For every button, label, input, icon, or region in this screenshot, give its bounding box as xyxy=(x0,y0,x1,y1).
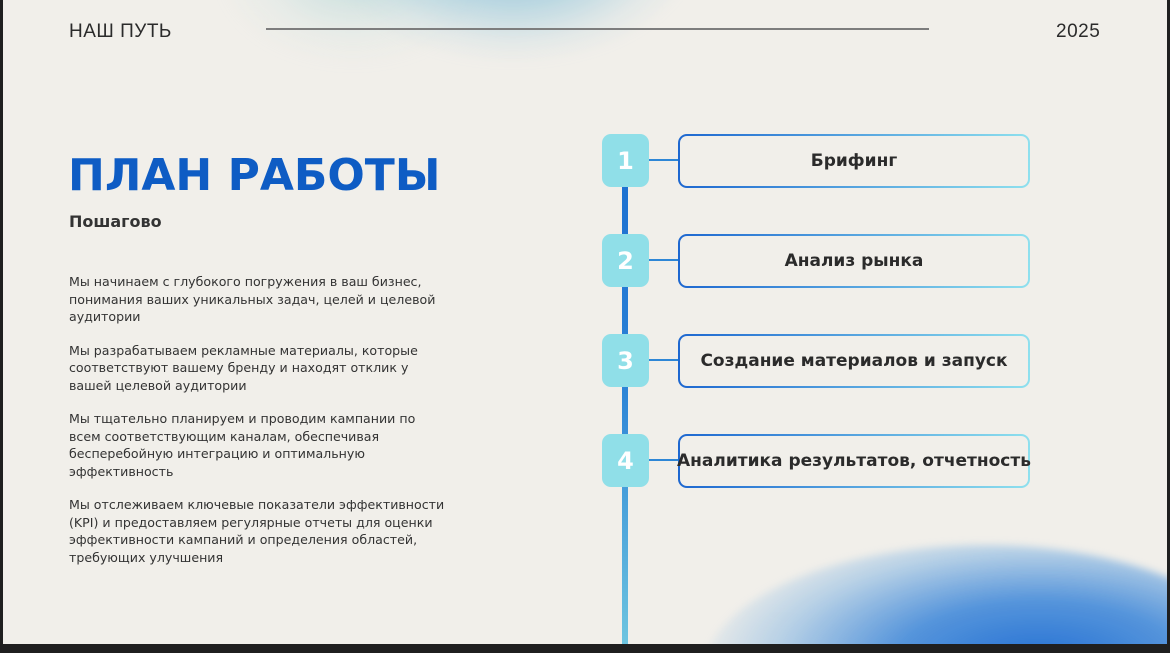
timeline-step-1 xyxy=(602,134,1030,188)
page-subtitle: Пошагово xyxy=(69,212,162,231)
brand-label: НАШ ПУТЬ xyxy=(69,21,172,42)
year-label: 2025 xyxy=(1056,21,1101,42)
timeline-step-3 xyxy=(602,334,1030,388)
timeline-step-4 xyxy=(602,434,1030,488)
step-connector xyxy=(649,359,678,361)
description-paragraph: Мы отслеживаем ключевые показатели эффективности (KPI) и предоставляем регулярные отчеты для оценки эффективности кампаний и определения областей, требующих улучшения xyxy=(69,497,445,565)
step-number-badge: 1 xyxy=(602,134,649,187)
step-label: Аналитика результатов, отчетность xyxy=(678,434,1030,488)
step-number-badge: 3 xyxy=(602,334,649,387)
step-label: Создание материалов и запуск xyxy=(678,334,1030,388)
step-connector xyxy=(649,259,678,261)
slide xyxy=(3,0,1167,644)
description-paragraph: Мы разрабатываем рекламные материалы, которые соответствуют вашему бренду и находят отклик у вашей целевой аудитории xyxy=(69,342,418,393)
description-paragraphs xyxy=(69,273,449,582)
timeline-line xyxy=(622,160,628,644)
step-label: Анализ рынка xyxy=(678,234,1030,288)
step-number-badge: 2 xyxy=(602,234,649,287)
timeline-step-2 xyxy=(602,234,1030,288)
header-divider xyxy=(266,28,929,30)
step-label: Брифинг xyxy=(678,134,1030,188)
description-paragraph: Мы начинаем с глубокого погружения в ваш бизнес, понимания ваших уникальных задач, целей и целевой аудитории xyxy=(69,274,436,324)
step-connector xyxy=(649,159,678,161)
page-title: ПЛАН РАБОТЫ xyxy=(68,150,441,201)
description-paragraph: Мы тщательно планируем и проводим кампании по всем соответствующим каналам, обеспечивая бесперебойную интеграцию и оптимальную эффективность xyxy=(69,411,416,479)
step-connector xyxy=(649,459,678,461)
step-number-badge: 4 xyxy=(602,434,649,487)
decorative-gradient-bottom xyxy=(703,545,1167,644)
